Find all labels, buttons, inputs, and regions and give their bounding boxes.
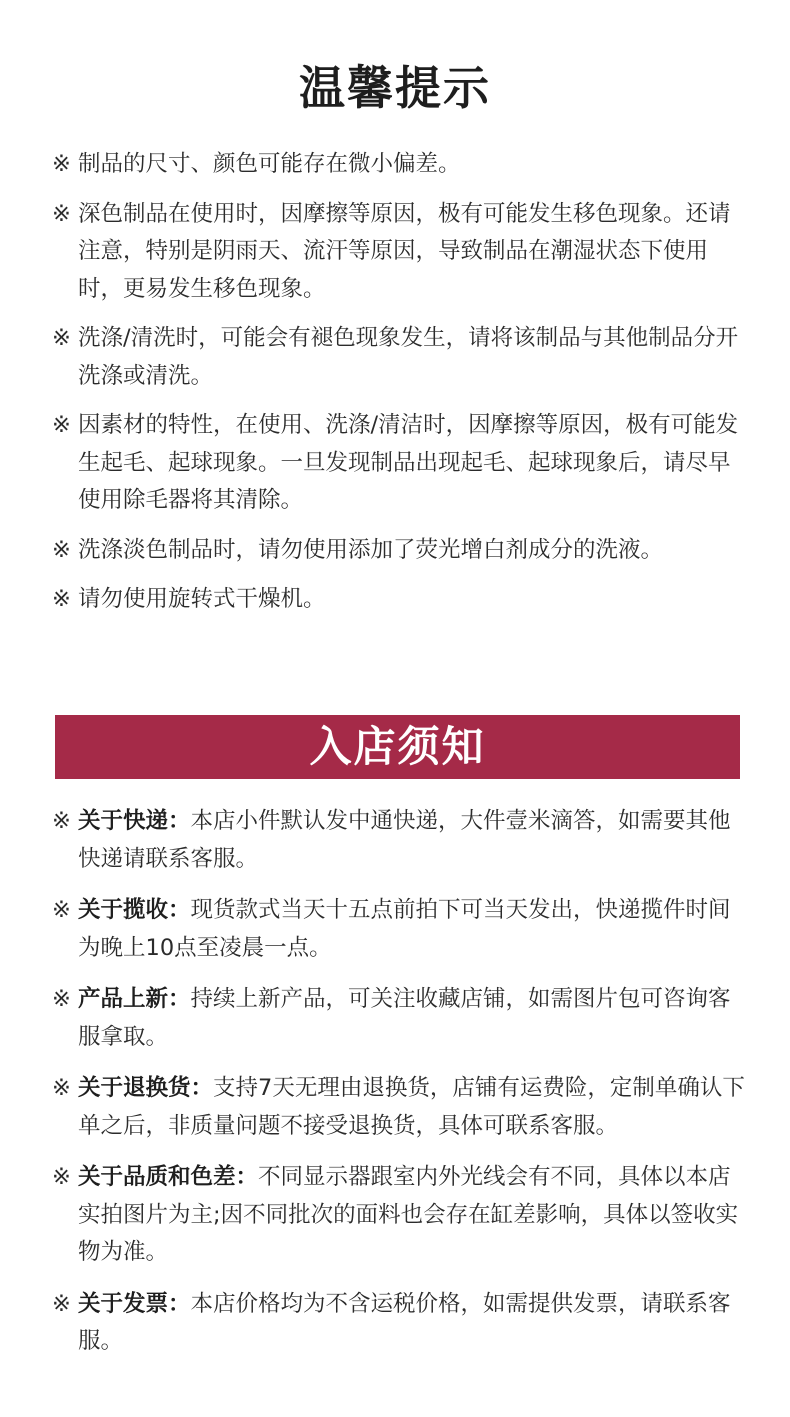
reference-mark-icon: ※	[52, 1290, 71, 1317]
notice-text: 不同显示器跟室内外光线会有不同，具体以本店实拍图片为主;因不同批次的面料也会存在缸差影响，具体以签收实物为准。	[78, 1164, 739, 1265]
notice-item	[52, 1159, 752, 1272]
tip-item	[52, 532, 752, 570]
tips-title: 温馨提示	[299, 61, 491, 115]
notice-item	[52, 981, 752, 1056]
notice-text: 本店价格均为不含运税价格，如需提供发票，请联系客服。	[78, 1290, 731, 1354]
notice-item	[52, 892, 752, 967]
notice-item	[52, 1286, 752, 1361]
tip-item	[52, 407, 752, 520]
reference-mark-icon: ※	[52, 536, 71, 563]
reference-mark-icon: ※	[52, 412, 71, 438]
reference-mark-icon: ※	[52, 808, 71, 834]
notice-body	[78, 1070, 752, 1145]
notice-body	[78, 981, 752, 1056]
tip-item	[52, 320, 752, 395]
tips-list	[52, 146, 752, 631]
reference-mark-icon: ※	[52, 897, 71, 923]
notice-text: 持续上新产品，可关注收藏店铺，如需图片包可咨询客服拿取。	[78, 986, 731, 1050]
tip-item	[52, 146, 752, 184]
notice-item	[52, 803, 752, 878]
reference-mark-icon: ※	[52, 325, 71, 351]
tip-item	[52, 581, 752, 619]
notice-label: 关于退换货：	[78, 1075, 214, 1101]
tip-text: 洗涤淡色制品时，请勿使用添加了荧光增白剂成分的洗液。	[78, 536, 664, 563]
notice-item	[52, 1070, 752, 1145]
notice-banner: 入店须知	[55, 715, 740, 779]
reference-mark-icon: ※	[52, 1075, 71, 1101]
notice-label: 关于品质和色差：	[78, 1164, 259, 1190]
tip-text: 请勿使用旋转式干燥机。	[78, 586, 326, 612]
notice-body	[78, 892, 752, 967]
reference-mark-icon: ※	[52, 586, 71, 612]
notice-text: 现货款式当天十五点前拍下可当天发出，快递揽件时间为晚上10点至凌晨一点。	[78, 897, 731, 961]
reference-mark-icon: ※	[52, 1164, 71, 1190]
notice-label: 关于揽收：	[78, 897, 191, 923]
notice-body	[78, 803, 752, 878]
notice-label: 关于发票：	[78, 1290, 191, 1317]
notice-list	[52, 803, 752, 1375]
tip-text: 因素材的特性，在使用、洗涤/清洁时，因摩擦等原因，极有可能发生起毛、起球现象。一旦发现制品出现起毛、起球现象后，请尽早使用除毛器将其清除。	[78, 412, 739, 513]
reference-mark-icon: ※	[52, 200, 71, 227]
notice-label: 产品上新：	[78, 986, 191, 1012]
notice-body	[78, 1286, 752, 1361]
tip-text: 制品的尺寸、颜色可能存在微小偏差。	[78, 151, 461, 177]
reference-mark-icon: ※	[52, 151, 71, 177]
tip-text: 洗涤/清洗时，可能会有褪色现象发生，请将该制品与其他制品分开洗涤或清洗。	[78, 325, 739, 389]
tip-item	[52, 196, 752, 309]
notice-text: 支持7天无理由退换货，店铺有运费险，定制单确认下单之后，非质量问题不接受退换货，具体可联系客服。	[78, 1075, 745, 1139]
notice-label: 关于快递：	[78, 808, 191, 834]
tip-text: 深色制品在使用时，因摩擦等原因，极有可能发生移色现象。还请注意，特别是阴雨天、流汗等原因，导致制品在潮湿状态下使用时，更易发生移色现象。	[78, 200, 731, 302]
notice-text: 本店小件默认发中通快递，大件壹米滴答，如需要其他快递请联系客服。	[78, 808, 731, 872]
notice-body	[78, 1159, 752, 1272]
reference-mark-icon: ※	[52, 986, 71, 1012]
